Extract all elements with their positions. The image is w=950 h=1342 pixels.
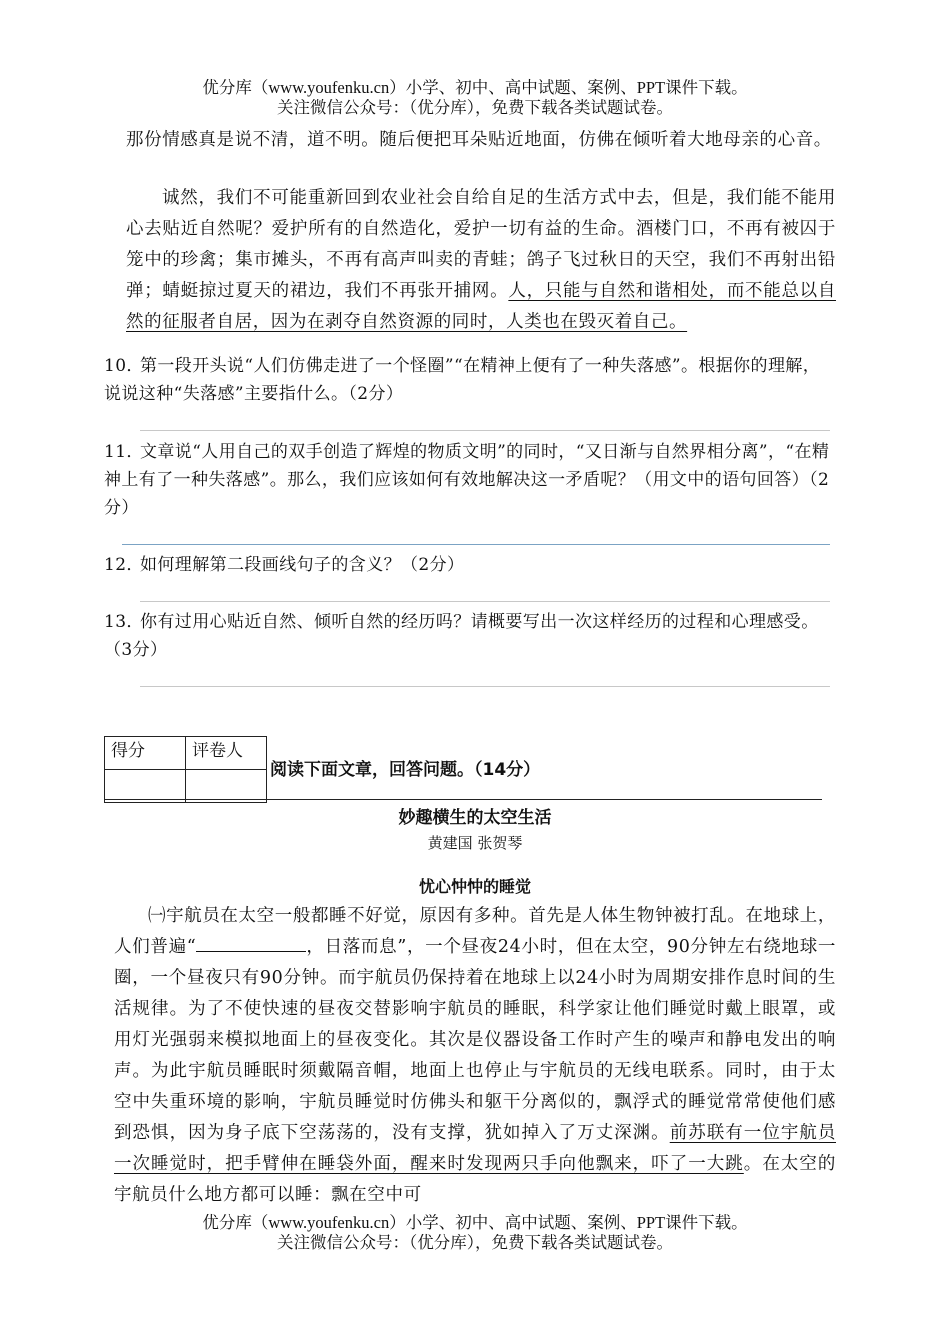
- answer-line-13[interactable]: [140, 686, 830, 687]
- score-table: [104, 736, 267, 803]
- answer-line-12[interactable]: [140, 601, 830, 602]
- section-instruction: 阅读下面文章，回答问题。（14分）: [270, 760, 541, 780]
- underlined-sentence: 人，只能与自然和谐相处，而不能总以自然的征服者自居，因为在剥夺自然资源的同时，人类也在毁灭着自己。: [126, 281, 836, 332]
- score-cell[interactable]: [105, 770, 186, 803]
- grader-label: 评卷人: [186, 737, 267, 770]
- answer-line-11[interactable]: [122, 544, 830, 545]
- question-10: 10．第一段开头说“人们仿佛走进了一个怪圈”“在精神上便有了一种失落感”。根据你的理解，说说这种“失落感”主要指什么。（2分）: [104, 356, 821, 404]
- question-13: 13．你有过用心贴近自然、倾听自然的经历吗？请概要写出一次这样经历的过程和心理感受。（3分）: [104, 612, 819, 660]
- grader-cell[interactable]: [186, 770, 267, 803]
- passage-paragraph-2: 诚然，我们不可能重新回到农业社会自给自足的生活方式中去，但是，我们能不能用心去贴近自然呢？爱护所有的自然造化，爱护一切有益的生命。酒楼门口，不再有被囚于笼中的珍禽；集市摊头，不再有高声叫卖的青蛙；鸽子飞过秋日的天空，我们不再射出铅弹；蜻蜓掠过夏天的裙边，我们不再张开捕网。人，只能与自然和谐相处，而不能总以自然的征服者自居，因为在剥夺自然资源的同时，人类也在毁灭着自己。: [126, 188, 836, 332]
- question-11: 11．文章说“人用自己的双手创造了辉煌的物质文明”的同时，“又日渐与自然界相分离”，“在精神上有了一种失落感”。那么，我们应该如何有效地解决这一矛盾呢？（用文中的语句回答）（2分）: [104, 442, 830, 518]
- question-12: 12．如何理解第二段画线句子的含义？（2分）: [104, 555, 465, 575]
- page-footer-line-2: 关注微信公众号：（优分库），免费下载各类试题试卷。: [277, 1233, 673, 1252]
- answer-line-10[interactable]: [140, 430, 830, 431]
- fill-in-blank[interactable]: [196, 933, 306, 952]
- article-title: 妙趣横生的太空生活: [398, 808, 552, 828]
- page-header-line-1: 优分库（www.youfenku.cn）小学、初中、高中试题、案例、PPT课件下载。: [202, 78, 748, 97]
- article-underlined-sentence: 前苏联有一位宇航员一次睡觉时，把手臂伸在睡袋外面，醒来时发现两只手向他飘来，吓了一大跳: [114, 1123, 836, 1174]
- page-header-line-2: 关注微信公众号：（优分库），免费下载各类试题试卷。: [277, 98, 673, 117]
- section-divider: [104, 799, 822, 800]
- score-label: 得分: [105, 737, 186, 770]
- passage-paragraph-1: 那份情感真是说不清，道不明。随后便把耳朵贴近地面，仿佛在倾听着大地母亲的心音。: [126, 130, 832, 150]
- article-authors: 黄建国 张贺琴: [427, 834, 523, 852]
- article-paragraph-1: ㈠宇航员在太空一般都睡不好觉，原因有多种。首先是人体生物钟被打乱。在地球上，人们普遍“ ，日落而息”，一个昼夜24小时，但在太空，90分钟左右绕地球一圈，一个昼夜只有90分钟。而宇航员仍保持着在地球上以24小时为周期安排作息时间的生活规律。为了不使快速的昼夜交替影响宇航员的睡眠，科学家让他们睡觉时戴上眼罩，或用灯光强弱来模拟地面上的昼夜变化。其次是仪器设备工作时产生的噪声和静电发出的响声。为此宇航员睡眠时须戴隔音帽，地面上也停止与宇航员的无线电联系。同时，由于太空中失重环境的影响，宇航员睡觉时仿佛头和躯干分离似的，飘浮式的睡觉常常使他们感到恐惧，因为身子底下空荡荡的，没有支撑，犹如掉入了万丈深渊。前苏联有一位宇航员一次睡觉时，把手臂伸在睡袋外面，醒来时发现两只手向他飘来，吓了一大跳。在太空的宇航员什么地方都可以睡：飘在空中可: [114, 906, 836, 1205]
- page-footer-line-1: 优分库（www.youfenku.cn）小学、初中、高中试题、案例、PPT课件下载。: [202, 1213, 748, 1232]
- article-subtitle: 忧心忡忡的睡觉: [418, 877, 531, 896]
